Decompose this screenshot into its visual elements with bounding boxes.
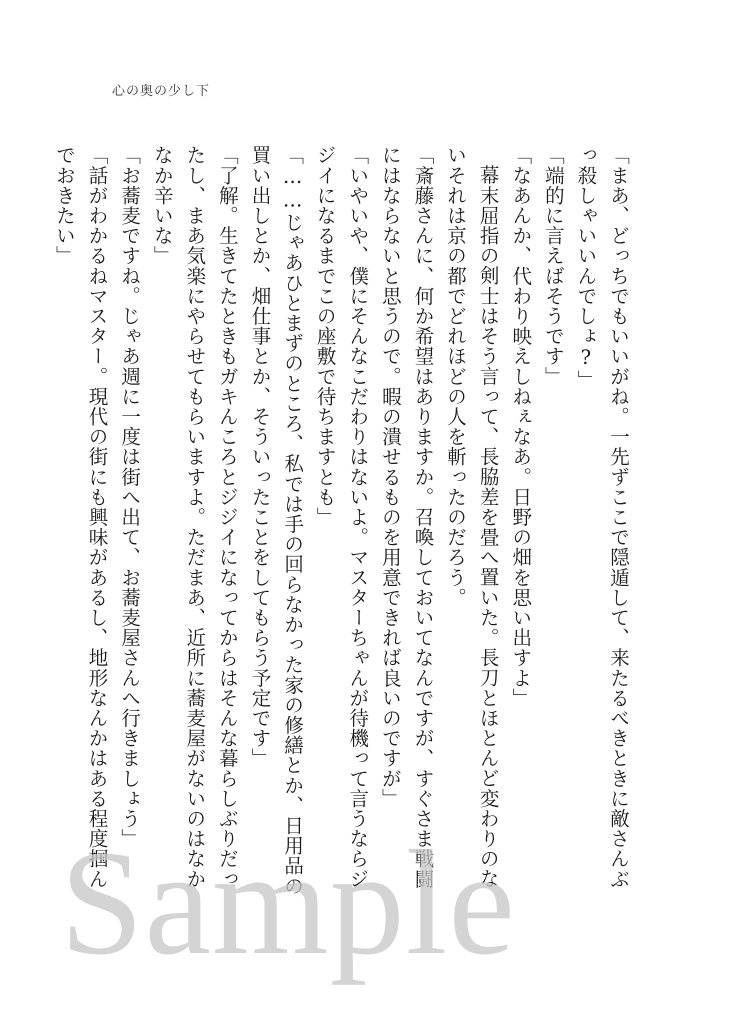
paragraph-8: 「了解。生きてたときもガキんころとジジイになってからはそんな暮らしぶりだったし、まあ気楽にやらせてもらいますよ。ただまあ、近所に蕎麦屋がないのはなかなか辛いな」 [150,145,239,889]
paragraph-5: 「斎藤さんに、何か希望はありますか。召喚しておいてなんですが、すぐさま戦闘にはならないと思うので。暇の潰せるものを用意できれば良いのですが」 [378,145,435,889]
paragraph-9: 「お蕎麦ですね。じゃあ週に一度は街へ出て、お蕎麦屋さんへ行きましょう」 [118,145,142,849]
paragraph-1: 「まあ、どっちでもいいがね。一先ずここで隠遁して、来たるべきときに敵さんぶっ殺しゃいいんでしょ?」 [574,145,630,889]
paragraph-7: 「……じゃあひとまずのところ、私では手の回らなかった家の修繕とか、日用品の買い出しとか、畑仕事とか、そういったことをしてもらう予定です」 [248,145,305,896]
paragraph-2: 「端的に言えばそうです」 [541,145,565,387]
sample-watermark: Sample [60,820,516,986]
paragraph-3: 「なあんか、代わり映えしねぇなあ。日野の畑を思い出すよ」 [509,145,533,708]
paragraph-4: 幕末屈指の剣士はそう言って、長脇差を畳へ置いた。長刀とほとんど変わりのないそれは京の都でどれほどの人を斬ったのだろう。 [444,145,500,889]
paragraph-6: 「いやいや、僕にそんなこだわりはないよ。マスターちゃんが待機って言うならジジイになるまでこの座敷で待ちますとも」 [313,145,370,889]
running-header-title: 心の奥の少し下 [112,84,211,99]
paragraph-10: 「話がわかるねマスター。現代の街にも興味があるし、地形なんかはある程度掴んでおきたい」 [52,145,109,889]
